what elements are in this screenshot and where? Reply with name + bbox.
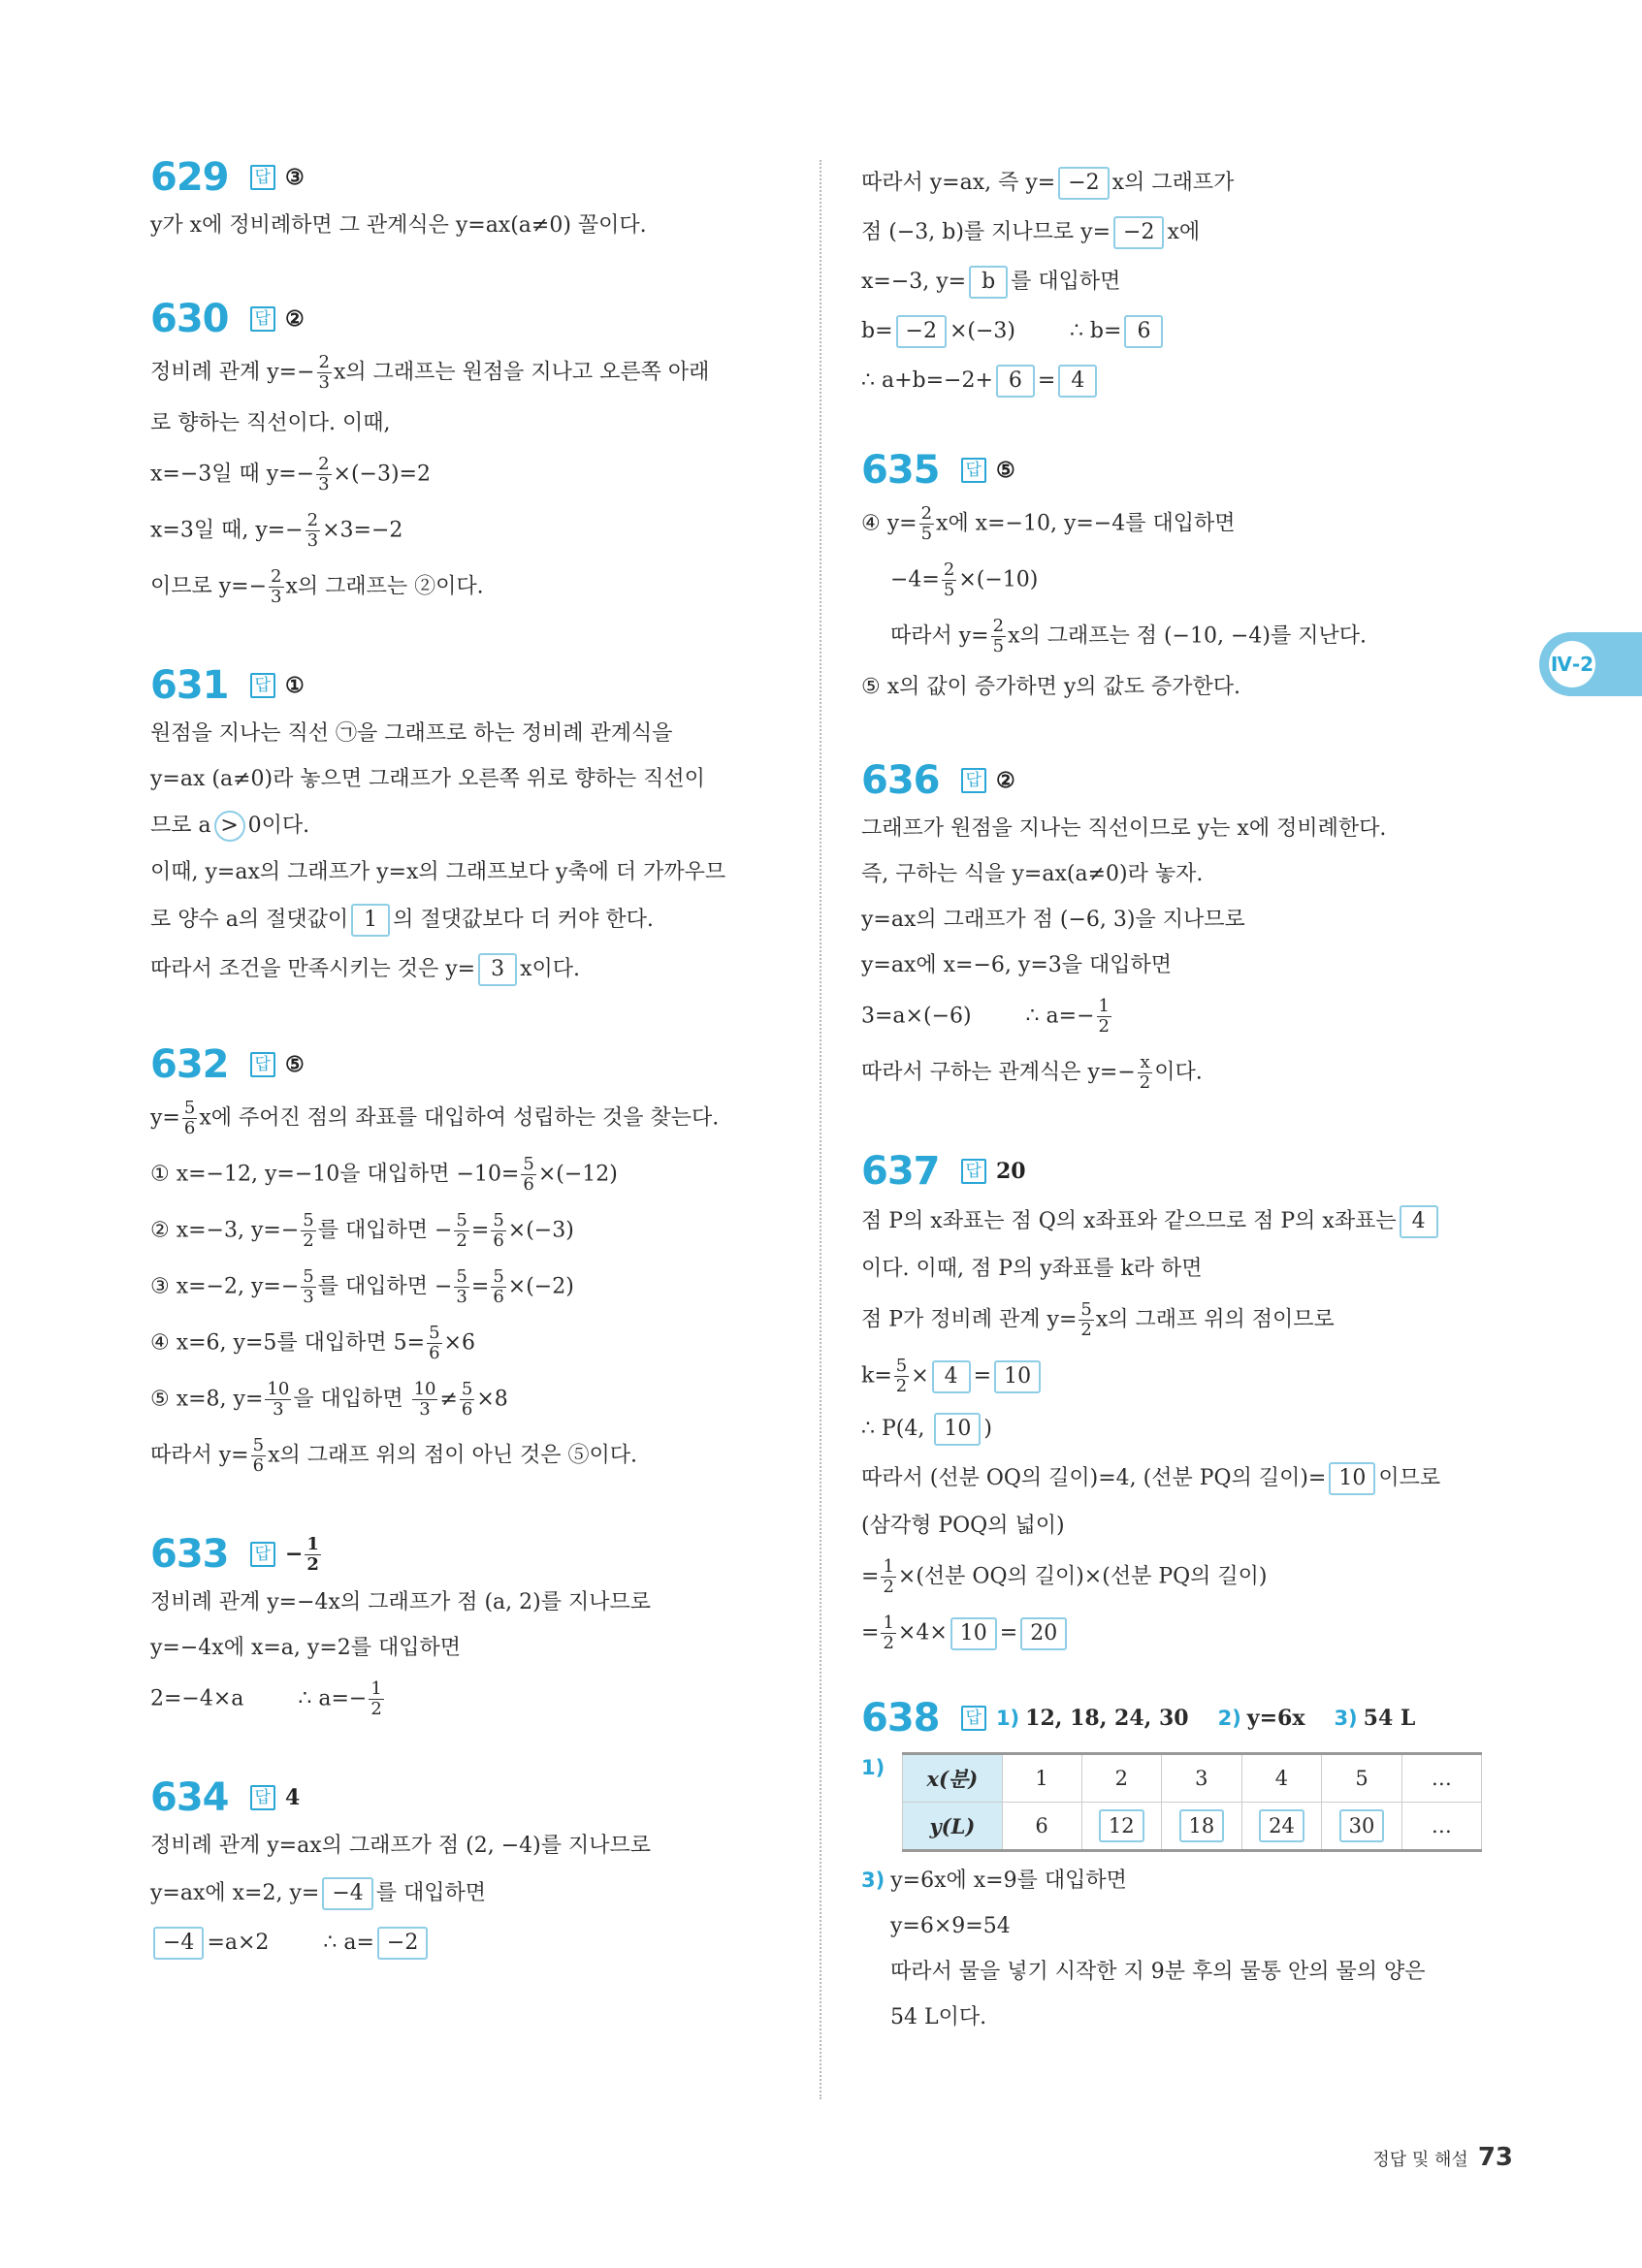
problem-number: 636 <box>861 758 940 803</box>
solution-line: 따라서 조건을 만족시키는 것은 y= 3 x이다. <box>150 953 790 986</box>
solution-line: 점 P의 x좌표는 점 Q의 x좌표와 같으므로 점 P의 x좌표는 4 <box>861 1205 1482 1238</box>
solution-line: y= $\frac{5}{6}$ x에 주어진 점의 좌표를 대입하여 성립하는 것을 찾는다. <box>150 1098 720 1138</box>
solution-line: 따라서 y=ax, 즉 y= −2 x의 그래프가 <box>861 167 1482 200</box>
blank-answer: −2 <box>377 1927 428 1960</box>
solution-line: (삼각형 POQ의 넓이) <box>861 1514 1065 1538</box>
solution-line: ④ y= $\frac{2}{5}$ x에 x=−10, y=−4를 대입하면 <box>861 503 1236 544</box>
problem-634-continued <box>861 167 1482 398</box>
answer: ③ <box>284 165 305 190</box>
solution-line: 2=−4×a ∴ a=− $\frac{1}{2}$ <box>150 1678 382 1719</box>
answer-tag: 답 <box>250 1542 275 1567</box>
solution-line: 따라서 물을 넣기 시작한 지 9분 후의 물통 안의 물의 양은 <box>890 1960 1426 1984</box>
blank-answer: −4 <box>153 1927 204 1960</box>
solution-line: 그래프가 원점을 지나는 직선이므로 y는 x에 정비례한다. <box>861 816 1387 841</box>
solution-line: 이므로 y=− $\frac{2}{3}$ x의 그래프는 ②이다. <box>150 566 484 607</box>
page-footer: 정답 및 해설 73 <box>1372 2143 1513 2172</box>
answer-tag: 답 <box>250 1785 275 1810</box>
table-cell: 18 <box>1162 1803 1242 1851</box>
solution-line: x=−3, y= b 를 대입하면 <box>861 266 1482 299</box>
answer-tag: 답 <box>961 458 986 483</box>
answer: ① <box>284 673 305 698</box>
solution-line: ① x=−12, y=−10을 대입하면 −10= $\frac{5}{6}$ ×(−12) <box>150 1154 618 1195</box>
table-cell: 5 <box>1322 1754 1402 1803</box>
solution-line: 로 향하는 직선이다. 이때, <box>150 411 391 435</box>
problem-number: 632 <box>150 1042 229 1087</box>
fraction: $\frac{2}{3}$ <box>271 566 282 607</box>
problem-632 <box>150 1042 790 1476</box>
problem-633 <box>150 1532 790 1719</box>
blank-answer: 3 <box>478 953 517 986</box>
solution-line: 정비례 관계 y=ax의 그래프가 점 (2, −4)를 지나므로 <box>150 1834 651 1858</box>
solution-line: 이다. 이때, 점 P의 y좌표를 k라 하면 <box>861 1257 1203 1281</box>
answer: 4 <box>284 1785 301 1810</box>
solution-line: y=ax의 그래프가 점 (−6, 3)을 지나므로 <box>861 908 1245 932</box>
chapter-tab: Ⅳ-2 <box>1539 632 1642 696</box>
page-number: 73 <box>1477 2143 1513 2172</box>
table-cell: … <box>1401 1803 1481 1851</box>
right-column <box>861 167 1482 2089</box>
solution-line: ② x=−3, y=− $\frac{5}{2}$ 를 대입하면 − $\frac{5}{2}$ = $\frac{5}{6}$ ×(−3) <box>150 1210 574 1251</box>
problem-634 <box>150 1775 790 1960</box>
solution-line: ∴ P(4, 10 ) <box>861 1413 1482 1446</box>
solution-line: x=−3일 때 y=− $\frac{2}{3}$ ×(−3)=2 <box>150 454 431 495</box>
solution-line: 정비례 관계 y=− $\frac{2}{3}$ x의 그래프는 원점을 지나고 오른쪽 아래 <box>150 352 710 393</box>
table-cell: … <box>1401 1754 1481 1803</box>
solution-line: = $\frac{1}{2}$ ×4× 10 = 20 <box>861 1613 1482 1653</box>
solution-line: 3=a×(−6) ∴ a=− $\frac{1}{2}$ <box>861 996 1110 1037</box>
answer: y=6x <box>1246 1706 1305 1731</box>
blank-answer: −4 <box>322 1877 372 1910</box>
problem-number: 635 <box>861 448 940 493</box>
answer: 54 L <box>1363 1706 1416 1731</box>
problem-637 <box>861 1149 1482 1653</box>
problem-number: 629 <box>150 155 229 200</box>
problem-630 <box>150 297 790 607</box>
answer: 20 <box>995 1159 1026 1184</box>
answer: ⑤ <box>995 458 1015 483</box>
table-cell: 24 <box>1241 1803 1322 1851</box>
answer-tag: 답 <box>250 165 275 190</box>
solution-line: −4 =a×2 ∴ a= −2 <box>150 1927 790 1960</box>
fraction: $\frac{2}{3}$ <box>318 352 330 393</box>
problem-635 <box>861 448 1482 702</box>
blank-answer: > <box>214 811 245 842</box>
problem-629 <box>150 155 790 240</box>
solution-line: y=−4x에 x=a, y=2를 대입하면 <box>150 1636 462 1660</box>
answer-tag: 답 <box>961 768 986 793</box>
problem-number: 633 <box>150 1532 229 1577</box>
solution-line: 따라서 (선분 OQ의 길이)=4, (선분 PQ의 길이)= 10 이므로 <box>861 1462 1482 1495</box>
table-section: 1) x(분) 1 2 3 4 5 … y(L) 6 12 18 24 30 … <box>861 1752 1482 1852</box>
table-cell: 6 <box>1002 1803 1081 1851</box>
solution-line: 따라서 y= $\frac{2}{5}$ x의 그래프는 점 (−10, −4)를 지난다. <box>890 616 1367 656</box>
solution-line: −4= $\frac{2}{5}$ ×(−10) <box>890 559 1039 600</box>
problem-number: 631 <box>150 663 229 708</box>
fraction: $\frac{2}{3}$ <box>306 510 319 551</box>
solution-line: ⑤ x=8, y= $\frac{10}{3}$ 을 대입하면 $\frac{10}{3}$ ≠ $\frac{5}{6}$ ×8 <box>150 1379 508 1420</box>
table-cell: 30 <box>1322 1803 1402 1851</box>
solution-line: 54 L이다. <box>890 2005 987 2029</box>
answer-tag: 답 <box>250 306 275 332</box>
blank-answer: 1 <box>351 904 390 937</box>
solution-line: x=3일 때, y=− $\frac{2}{3}$ ×3=−2 <box>150 510 403 551</box>
solution-line: k= $\frac{5}{2}$ × 4 = 10 <box>861 1357 1482 1396</box>
answer: 12, 18, 24, 30 <box>1025 1706 1189 1731</box>
problem-638: 638 답 1) 12, 18, 24, 30 2) y=6x 3) 54 L 1) x(분) 1 2 3 4 5 … y(L) 6 12 18 24 30 … 3) y=6x에 x=9를 대입하면 y=6×9=54 따라서 물을 넣기 시작한 지 9분 후의 물통 안의 물의 양은 54 L이다. <box>861 1696 1482 2032</box>
answer: − $\frac{1}{2}$ <box>284 1533 319 1575</box>
solution-line: 따라서 구하는 관계식은 y=− $\frac{x}{2}$ 이다. <box>861 1052 1203 1093</box>
solution-line: ④ x=6, y=5를 대입하면 5= $\frac{5}{6}$ ×6 <box>150 1323 475 1363</box>
solution-line: y=ax에 x=−6, y=3을 대입하면 <box>861 953 1173 977</box>
solution-line: 정비례 관계 y=−4x의 그래프가 점 (a, 2)를 지나므로 <box>150 1590 651 1614</box>
answer-tag: 답 <box>961 1159 986 1184</box>
problem-636 <box>861 758 1482 1093</box>
problem-number: 630 <box>150 297 229 341</box>
solution-line: 즉, 구하는 식을 y=ax(a≠0)라 놓자. <box>861 862 1204 886</box>
answer-tag: 답 <box>250 1052 275 1077</box>
problem-number: 638 <box>861 1696 940 1741</box>
answer: ② <box>995 768 1015 793</box>
problem-number: 637 <box>861 1149 940 1194</box>
data-table: x(분) 1 2 3 4 5 … y(L) 6 12 18 24 30 … <box>902 1752 1482 1852</box>
solution-line: 따라서 y= $\frac{5}{6}$ x의 그래프 위의 점이 아닌 것은 ⑤이다. <box>150 1435 637 1476</box>
table-cell: 2 <box>1081 1754 1162 1803</box>
solution-line: 3) y=6x에 x=9를 대입하면 <box>861 1869 1127 1893</box>
solution-line: y=ax에 x=2, y= −4 를 대입하면 <box>150 1877 790 1910</box>
solution-line: 로 양수 a의 절댓값이 1 의 절댓값보다 더 커야 한다. <box>150 904 790 937</box>
problem-631 <box>150 663 790 986</box>
left-column <box>150 155 790 2016</box>
answer: ⑤ <box>284 1052 305 1077</box>
solution-line: y=6×9=54 <box>890 1914 1011 1938</box>
solution-line: ⑤ x의 값이 증가하면 y의 값도 증가한다. <box>861 675 1241 699</box>
answer-tag: 답 <box>961 1706 986 1731</box>
solution-line: ∴ a+b=−2+ 6 = 4 <box>861 365 1482 398</box>
solution-line: 점 P가 정비례 관계 y= $\frac{5}{2}$ x의 그래프 위의 점이므로 <box>861 1299 1335 1340</box>
solution-line: y가 x에 정비례하면 그 관계식은 y=ax(a≠0) 꼴이다. <box>150 213 647 238</box>
answer: ② <box>284 306 305 332</box>
table-cell: 1 <box>1002 1754 1081 1803</box>
solution-line: = $\frac{1}{2}$ ×(선분 OQ의 길이)×(선분 PQ의 길이) <box>861 1556 1268 1597</box>
table-cell: 3 <box>1162 1754 1242 1803</box>
table-cell: 12 <box>1081 1803 1162 1851</box>
table-cell: 4 <box>1241 1754 1322 1803</box>
answer-tag: 답 <box>250 673 275 698</box>
solution-line: b= −2 ×(−3) ∴ b= 6 <box>861 315 1482 348</box>
fraction: $\frac{2}{3}$ <box>318 454 330 495</box>
solution-line: 점 (−3, b)를 지나므로 y= −2 x에 <box>861 216 1482 249</box>
solution-line: ③ x=−2, y=− $\frac{5}{3}$ 를 대입하면 − $\frac{5}{3}$ = $\frac{5}{6}$ ×(−2) <box>150 1266 574 1307</box>
problem-number: 634 <box>150 1775 229 1820</box>
solution-line: 원점을 지나는 직선 ㉠을 그래프로 하는 정비례 관계식을 <box>150 721 673 746</box>
solution-line: 므로 a > 0이다. <box>150 811 790 842</box>
column-divider <box>820 160 821 2099</box>
solution-line: y=ax (a≠0)라 놓으면 그래프가 오른쪽 위로 향하는 직선이 <box>150 767 705 791</box>
solution-line: 이때, y=ax의 그래프가 y=x의 그래프보다 y축에 더 가까우므 <box>150 860 726 884</box>
